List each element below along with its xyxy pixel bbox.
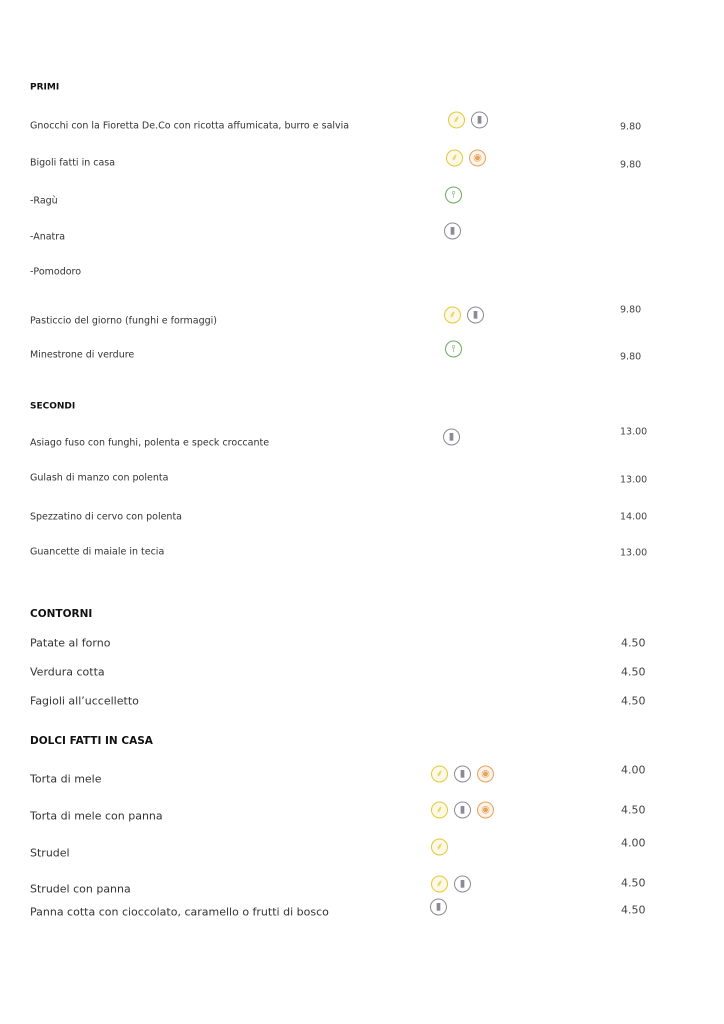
gluten-allergen-icon: ⸙ — [444, 307, 461, 324]
egg-allergen-icon: ◉ — [477, 766, 494, 783]
menu-item-name: Gnocchi con la Fioretta De.Co con ricotta affumicata, burro e salvia — [30, 120, 350, 132]
menu-item-name: Panna cotta con cioccolato, caramello o frutti di bosco — [30, 905, 329, 919]
section-heading: PRIMI — [30, 82, 60, 93]
menu-item-price: 9.80 — [620, 159, 642, 171]
menu-item-price: 4.50 — [621, 876, 646, 890]
menu-item-price: 4.50 — [621, 803, 646, 817]
menu-item-price: 9.80 — [620, 304, 642, 316]
section-heading: SECONDI — [30, 401, 76, 412]
menu-item-name: Spezzatino di cervo con polenta — [30, 511, 183, 523]
menu-item-price: 4.50 — [621, 694, 646, 708]
gluten-allergen-icon: ⸙ — [446, 150, 463, 167]
menu-item-name: Verdura cotta — [30, 665, 105, 679]
gluten-allergen-icon: ⸙ — [431, 766, 448, 783]
egg-allergen-icon: ◉ — [477, 802, 494, 819]
menu-item-price: 4.50 — [621, 903, 646, 917]
menu-item-price: 4.00 — [621, 836, 646, 850]
menu-item-name: Gulash di manzo con polenta — [30, 472, 169, 484]
menu-item-price: 9.80 — [620, 351, 642, 363]
menu-item-name: -Ragù — [30, 195, 58, 207]
lactose-allergen-icon: ▮ — [467, 307, 484, 324]
menu-item-name: Fagioli all’uccelletto — [30, 694, 139, 708]
menu-item-name: Guancette di maiale in tecia — [30, 546, 165, 558]
lactose-allergen-icon: ▮ — [454, 766, 471, 783]
menu-item-price: 13.00 — [620, 474, 648, 486]
celery-allergen-icon: ⫯ — [445, 187, 462, 204]
menu-item-price: 13.00 — [620, 547, 648, 559]
menu-item-price: 4.50 — [621, 636, 646, 650]
menu-item-name: -Anatra — [30, 231, 66, 243]
gluten-allergen-icon: ⸙ — [448, 112, 465, 129]
menu-item-name: Minestrone di verdure — [30, 349, 135, 361]
menu-item-price: 14.00 — [620, 511, 648, 523]
lactose-allergen-icon: ▮ — [430, 899, 447, 916]
menu-item-price: 9.80 — [620, 121, 642, 133]
lactose-allergen-icon: ▮ — [443, 429, 460, 446]
lactose-allergen-icon: ▮ — [444, 223, 461, 240]
celery-allergen-icon: ⫯ — [445, 341, 462, 358]
menu-item-name: Strudel con panna — [30, 882, 131, 896]
menu-item-price: 4.00 — [621, 763, 646, 777]
lactose-allergen-icon: ▮ — [471, 112, 488, 129]
menu-item-name: Pasticcio del giorno (funghi e formaggi) — [30, 315, 218, 327]
gluten-allergen-icon: ⸙ — [431, 876, 448, 893]
menu-item-name: -Pomodoro — [30, 266, 82, 278]
egg-allergen-icon: ◉ — [469, 150, 486, 167]
menu-item-name: Asiago fuso con funghi, polenta e speck croccante — [30, 437, 270, 449]
menu-item-name: Bigoli fatti in casa — [30, 157, 116, 169]
menu-item-name: Patate al forno — [30, 636, 111, 650]
lactose-allergen-icon: ▮ — [454, 876, 471, 893]
menu-item-price: 4.50 — [621, 665, 646, 679]
menu-item-price: 13.00 — [620, 426, 648, 438]
lactose-allergen-icon: ▮ — [454, 802, 471, 819]
menu-item-name: Torta di mele con panna — [30, 809, 163, 823]
section-heading: DOLCI FATTI IN CASA — [30, 734, 153, 747]
menu-item-name: Torta di mele — [30, 772, 102, 786]
section-heading: CONTORNI — [30, 607, 93, 620]
gluten-allergen-icon: ⸙ — [431, 839, 448, 856]
menu-item-name: Strudel — [30, 846, 70, 860]
gluten-allergen-icon: ⸙ — [431, 802, 448, 819]
